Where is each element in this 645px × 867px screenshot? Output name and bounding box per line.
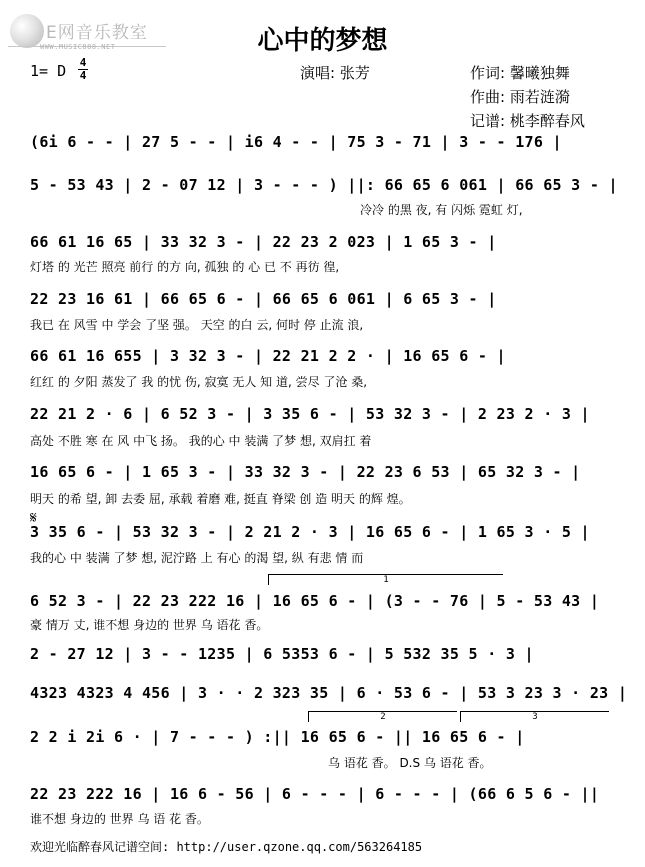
system-6-lyrics: 高处 不胜 寒 在 风 中飞 扬。 我的心 中 装满 了梦 想, 双肩扛 着 <box>30 434 372 448</box>
system-4-lyrics: 我已 在 风雪 中 学会 了坚 强。 天空 的白 云, 何时 停 止流 浪, <box>30 318 364 332</box>
time-signature <box>78 58 88 81</box>
volta-1-label: 1 <box>383 575 389 585</box>
system-4-music: 22 23 16 61 | 66 65 6 - | 66 65 6 061 | 6 65 3 - | <box>30 290 497 308</box>
system-2-music: 5 - 53 43 | 2 - 07 12 | 3 - - - ) ||: 66 65 6 061 | 66 65 3 - | <box>30 176 618 194</box>
system-13-music: 22 23 222 16 | 16 6 - 56 | 6 - - - | 6 - - - | (66 6 5 6 - || <box>30 785 600 803</box>
system-8-lyrics: 我的心 中 装满 了梦 想, 泥泞路 上 有心 的渴 望, 纵 有悲 情 而 <box>30 551 364 565</box>
singer-credit: 演唱: 张芳 <box>300 64 370 82</box>
lyricist-credit: 作词: 馨曦独舞 <box>470 64 570 82</box>
system-9-lyrics: 豪 情万 丈, 谁不想 身边的 世界 乌 语花 香。 <box>30 618 269 632</box>
system-1-music: (6i 6 - - | 27 5 - - | i6 4 - - | 75 3 - 71 | 3 - - 176 | <box>30 133 562 151</box>
system-9-music: 6 52 3 - | 22 23 222 16 | 16 65 6 - | (3 - - 76 | 5 - 53 43 | <box>30 592 600 610</box>
footer-link: 欢迎光临醉春风记谱空间: http://user.qzone.qq.com/563264185 <box>30 840 423 854</box>
system-7-music: 16 65 6 - | 1 65 3 - | 33 32 3 - | 22 23 6 53 | 65 32 3 - | <box>30 463 581 481</box>
volta-1-bracket <box>268 574 503 585</box>
system-5-music: 66 61 16 655 | 3 32 3 - | 22 21 2 2 · | 16 65 6 - | <box>30 347 506 365</box>
logo-url: WWW.MUSIC888.NET <box>40 43 116 51</box>
system-11-music: 4323 4323 4 456 | 3 · · 2 323 35 | 6 · 53 6 - | 53 3 23 3 · 23 | <box>30 684 628 702</box>
system-13-lyrics: 谁不想 身边的 世界 乌 语 花 香。 <box>30 812 209 826</box>
volta-3-label: 3 <box>532 712 538 722</box>
transcriber-credit: 记谱: 桃李醉春风 <box>470 112 585 130</box>
song-title: 心中的梦想 <box>257 26 388 56</box>
volta-2-bracket <box>308 711 457 722</box>
system-12-lyrics: 乌 语花 香。 D.S 乌 语花 香。 <box>328 756 492 770</box>
system-10-music: 2 - 27 12 | 3 - - 1235 | 6 5353 6 - | 5 532 35 5 · 3 | <box>30 645 534 663</box>
system-2-lyrics: 冷冷 的黑 夜, 有 闪烁 霓虹 灯, <box>360 203 523 217</box>
key-signature: 1= D <box>30 62 67 80</box>
system-3-lyrics: 灯塔 的 光芒 照亮 前行 的方 向, 孤独 的 心 已 不 再彷 徨, <box>30 260 340 274</box>
system-3-music: 66 61 16 65 | 33 32 3 - | 22 23 2 023 | 1 65 3 - | <box>30 233 497 251</box>
composer-credit: 作曲: 雨若涟漪 <box>470 88 570 106</box>
volta-3-bracket <box>460 711 609 722</box>
system-7-lyrics: 明天 的希 望, 卸 去委 屈, 承载 着磨 难, 挺直 脊梁 创 造 明天 的辉 煌。 <box>30 492 411 506</box>
system-5-lyrics: 红红 的 夕阳 蒸发了 我 的忧 伤, 寂寞 无人 知 道, 尝尽 了沧 桑, <box>30 375 368 389</box>
volta-2-label: 2 <box>380 712 386 722</box>
system-8-music: 3 35 6 - | 53 32 3 - | 2 21 2 · 3 | 16 65 6 - | 1 65 3 · 5 | <box>30 523 590 541</box>
time-signature-bottom: 4 <box>79 69 87 82</box>
system-6-music: 22 21 2 · 6 | 6 52 3 - | 3 35 6 - | 53 32 3 - | 2 23 2 · 3 | <box>30 405 590 423</box>
logo-name: E网音乐教室 <box>46 23 148 43</box>
time-signature-top: 4 <box>79 56 87 69</box>
system-12-music: 2 2 i 2i 6 · | 7 - - - ) :|| 16 65 6 - || 16 65 6 - | <box>30 728 525 746</box>
segno-sign: 𝄋 <box>30 508 37 527</box>
